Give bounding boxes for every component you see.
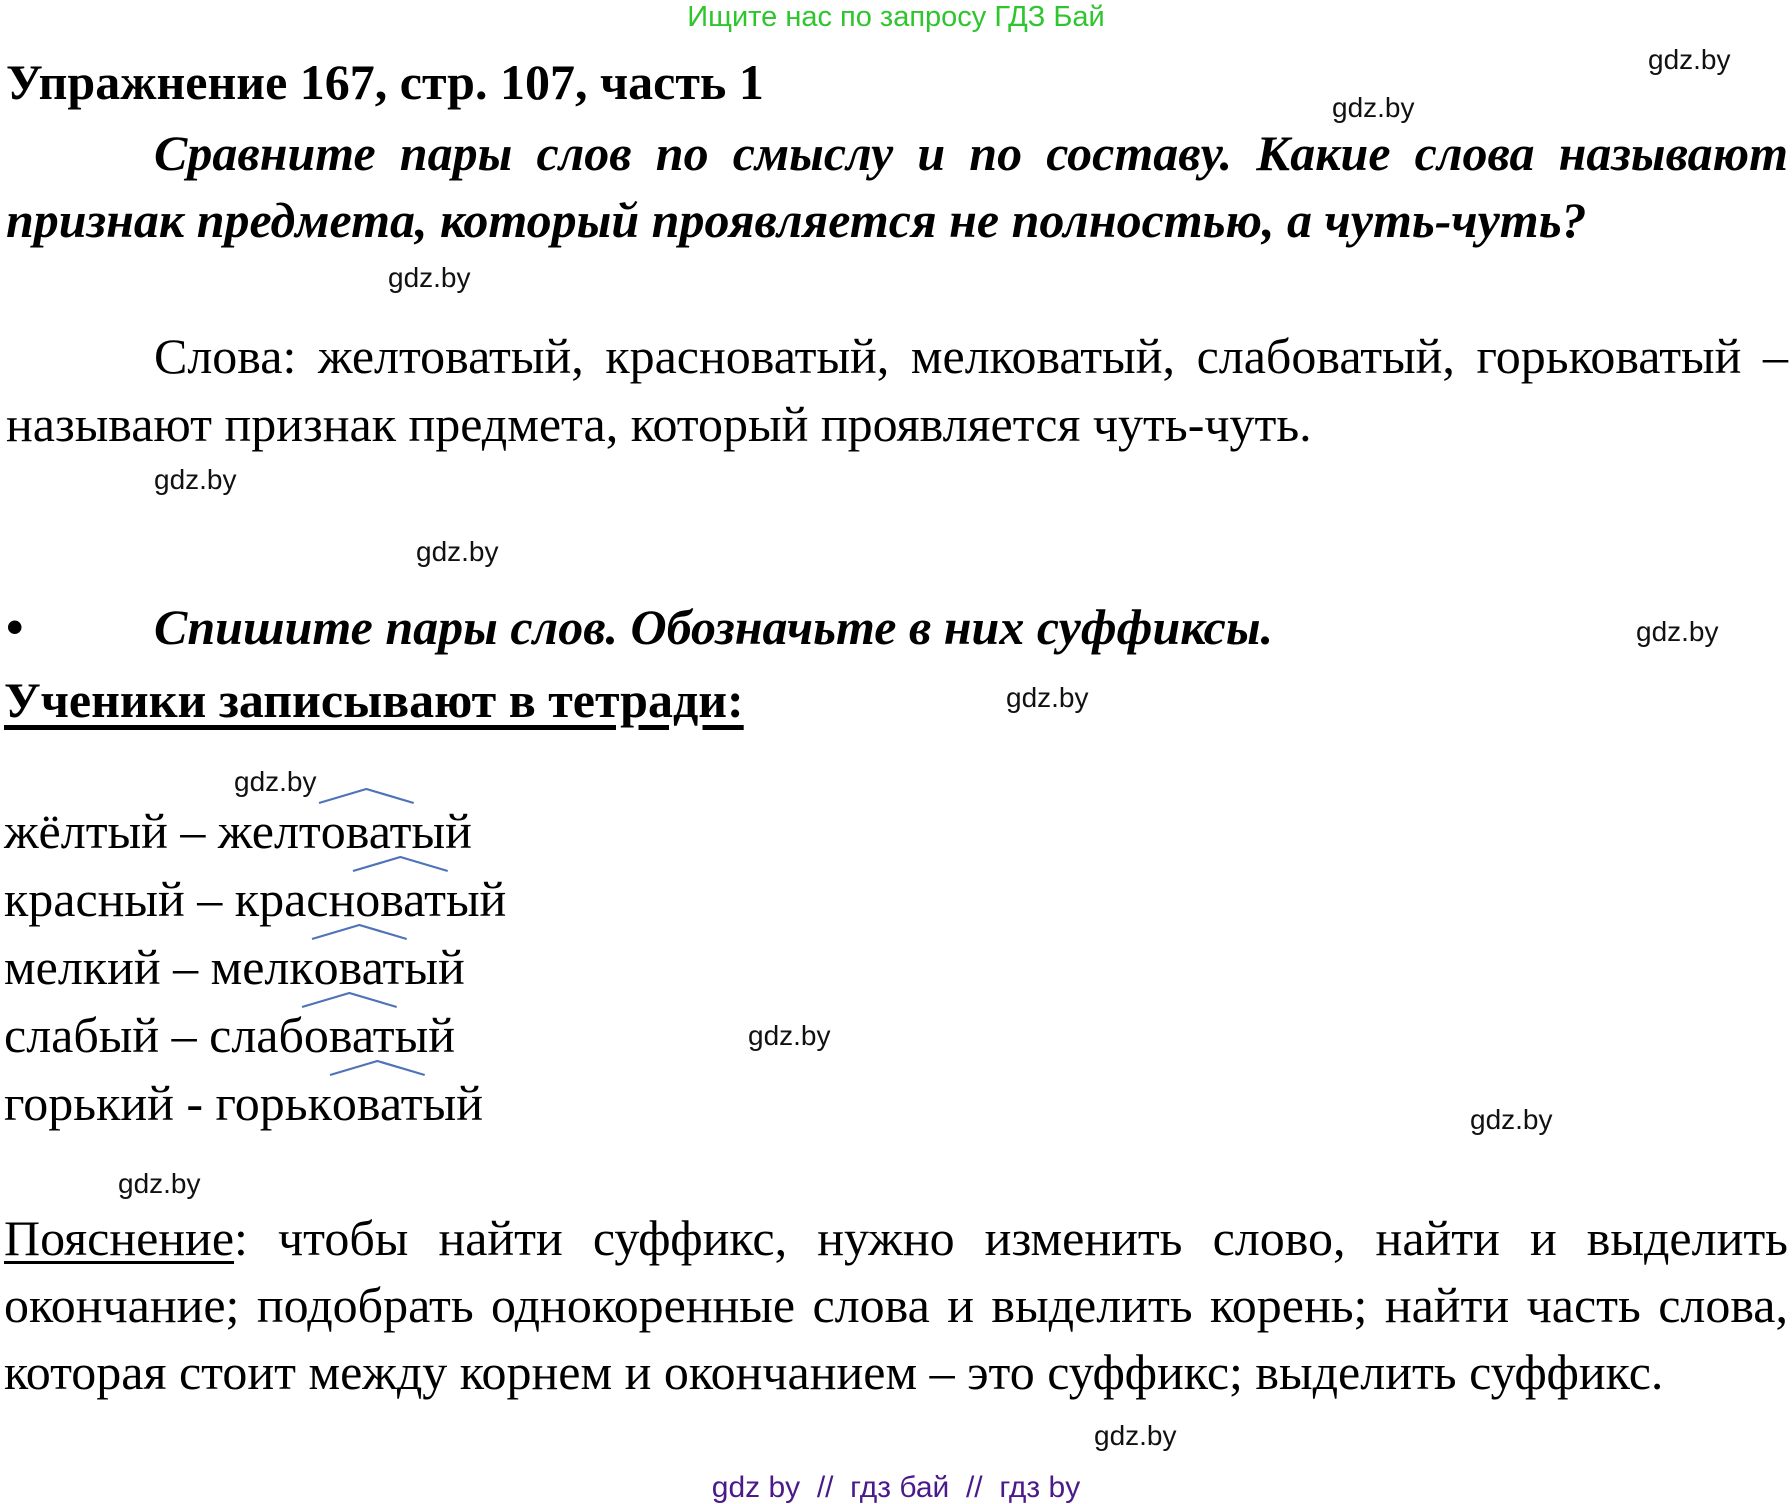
footer-links: gdz by // гдз бай // гдз by	[711, 1471, 1081, 1504]
watermark: gdz.by	[748, 1020, 831, 1051]
ending: ый	[422, 1075, 483, 1131]
suffix-marked	[332, 1069, 423, 1137]
derived-root: горьк	[215, 1075, 332, 1131]
subtask	[6, 594, 1273, 661]
answer-text	[6, 322, 1788, 458]
ending: ый	[394, 1007, 455, 1063]
ending: ый	[411, 803, 472, 859]
base-word: мелкий	[4, 939, 161, 995]
explanation-text: : чтобы найти суффикс, нужно изменить слово, найти и выделить окончание; подобрать однокоренные слова и выделить корень; найти часть слова, которая стоит между корнем и окончанием – это суффикс; выделить суффикс.	[4, 1210, 1788, 1400]
watermark: gdz.by	[1006, 682, 1089, 713]
derived-root: слаб	[209, 1007, 304, 1063]
derived-root: красн	[234, 871, 356, 927]
search-banner: Ищите нас по запросу ГДЗ Бай	[687, 1, 1105, 33]
base-word: слабый	[4, 1007, 160, 1063]
word-pairs	[4, 797, 506, 1137]
suffix-arc-icon	[330, 1059, 425, 1077]
watermark: gdz.by	[154, 464, 237, 495]
dash: –	[160, 939, 211, 995]
word-pair	[4, 865, 506, 933]
dash: –	[159, 1007, 210, 1063]
derived-root: мелк	[210, 939, 314, 995]
page-title: Упражнение 167, стр. 107, часть 1	[6, 54, 764, 110]
subtask-text: Спишите пары слов. Обозначьте в них суффиксы.	[154, 599, 1274, 655]
answer-body: Слова: желтоватый, красноватый, мелковатый, слабоватый, горьковатый – называют признак предмета, который проявляется чуть-чуть.	[6, 328, 1788, 452]
word-pair	[4, 933, 506, 1001]
explanation	[4, 1205, 1788, 1406]
suffix-arc-icon	[353, 855, 448, 873]
watermark: gdz.by	[1648, 44, 1731, 75]
ending: ый	[404, 939, 465, 995]
word-pair	[4, 1001, 506, 1069]
base-word: красный	[4, 871, 185, 927]
explanation-label: Пояснение	[4, 1210, 235, 1266]
derived-root: желт	[217, 803, 321, 859]
task-body: Сравните пары слов по смыслу и по составу. Какие слова называют признак предмета, который проявляется не полностью, а чуть-чуть?	[6, 125, 1788, 248]
suffix-arc-icon	[302, 991, 397, 1009]
word-pair	[4, 1069, 506, 1137]
watermark: gdz.by	[1332, 92, 1415, 123]
base-word: жёлтый	[4, 803, 168, 859]
suffix-text: оват	[355, 871, 446, 927]
suffix-text: оват	[331, 1075, 423, 1131]
suffix-text: оват	[303, 1007, 395, 1063]
dash: -	[173, 1075, 216, 1131]
watermark: gdz.by	[1470, 1104, 1553, 1135]
suffix-text: оват	[313, 939, 405, 995]
task-text	[6, 120, 1788, 254]
ending: ый	[445, 871, 507, 927]
watermark: gdz.by	[234, 766, 317, 797]
watermark: gdz.by	[416, 536, 499, 567]
suffix-arc-icon	[319, 787, 414, 805]
base-word: горький	[4, 1075, 174, 1131]
dash: –	[184, 871, 235, 927]
watermark: gdz.by	[118, 1168, 201, 1199]
watermark: gdz.by	[1094, 1420, 1177, 1451]
watermark: gdz.by	[1636, 616, 1719, 647]
bullet-icon: •	[6, 599, 24, 655]
suffix-arc-icon	[312, 923, 407, 941]
notebook-heading: Ученики записывают в тетради:	[4, 672, 744, 728]
dash: –	[167, 803, 218, 859]
watermark: gdz.by	[388, 262, 471, 293]
suffix-text: оват	[320, 803, 412, 859]
